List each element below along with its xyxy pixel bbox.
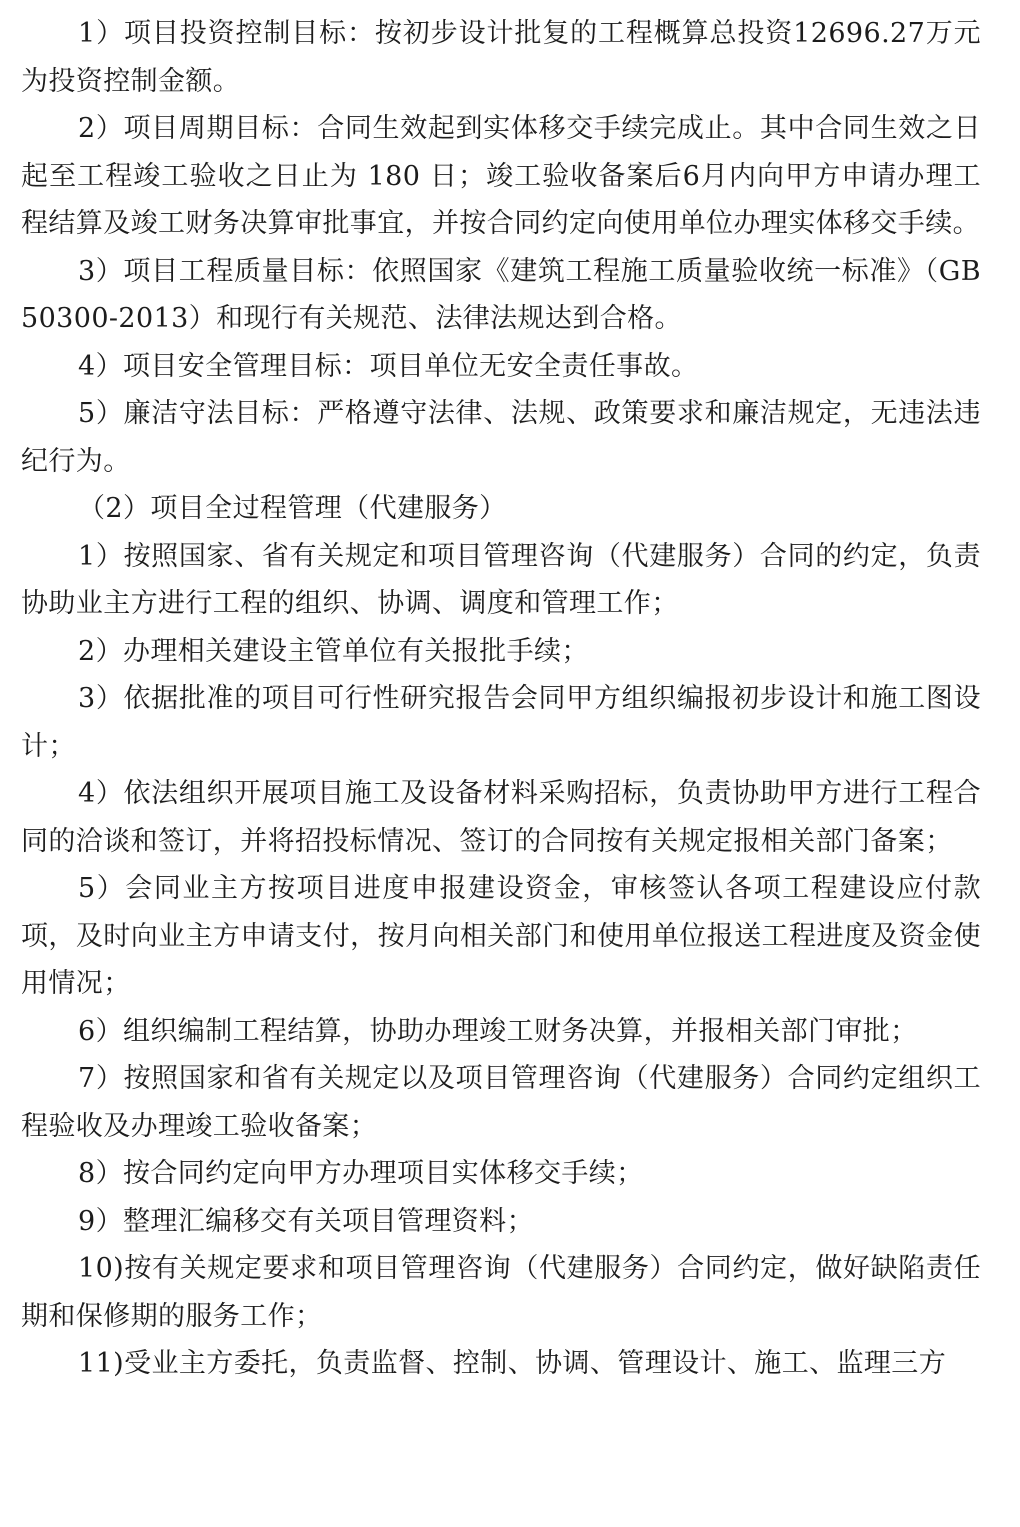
- section-heading-full-process-management: （2）项目全过程管理（代建服务）: [78, 493, 507, 524]
- list-item: 8）按合同约定向甲方办理项目实体移交手续；: [78, 1158, 644, 1189]
- list-item: 11)受业主方委托，负责监督、控制、协调、管理设计、施工、监理三方: [78, 1348, 947, 1379]
- document-page: [21, 10, 981, 1388]
- list-item: 5）会同业主方按项目进度申报建设资金，审核签认各项工程建设应付款项，及时向业主方申请支付，按月向相关部门和使用单位报送工程进度及资金使用情况；: [21, 873, 981, 999]
- paragraph-schedule-target: 2）项目周期目标：合同生效起到实体移交手续完成止。其中合同生效之日起至工程竣工验收之日止为 180 日；竣工验收备案后6月内向甲方申请办理工程结算及竣工财务决算审批事宜，并按合同约定向使用单位办理实体移交手续。: [21, 113, 981, 239]
- list-item: 10)按有关规定要求和项目管理咨询（代建服务）合同约定，做好缺陷责任期和保修期的服务工作；: [21, 1253, 981, 1332]
- list-item: 4）依法组织开展项目施工及设备材料采购招标，负责协助甲方进行工程合同的洽谈和签订，并将招投标情况、签订的合同按有关规定报相关部门备案；: [21, 778, 981, 857]
- list-item: 3）依据批准的项目可行性研究报告会同甲方组织编报初步设计和施工图设计；: [21, 683, 981, 762]
- list-item: 1）按照国家、省有关规定和项目管理咨询（代建服务）合同的约定，负责协助业主方进行工程的组织、协调、调度和管理工作；: [21, 540, 981, 619]
- list-item: 2）办理相关建设主管单位有关报批手续；: [78, 635, 589, 667]
- list-item: 7）按照国家和省有关规定以及项目管理咨询（代建服务）合同约定组织工程验收及办理竣工验收备案；: [21, 1063, 981, 1142]
- paragraph-safety-target: 4）项目安全管理目标：项目单位无安全责任事故。: [78, 350, 699, 382]
- paragraph-quality-target: 3）项目工程质量目标：依照国家《建筑工程施工质量验收统一标准》（GB50300-2013）和现行有关规范、法律法规达到合格。: [21, 255, 981, 334]
- paragraph-integrity-target: 5）廉洁守法目标：严格遵守法律、法规、政策要求和廉洁规定，无违法违纪行为。: [21, 398, 981, 477]
- list-item: 6）组织编制工程结算，协助办理竣工财务决算，并报相关部门审批；: [78, 1015, 918, 1047]
- list-item: 9）整理汇编移交有关项目管理资料；: [78, 1205, 534, 1237]
- paragraph-investment-target: 1）项目投资控制目标：按初步设计批复的工程概算总投资12696.27万元为投资控制金额。: [21, 18, 981, 97]
